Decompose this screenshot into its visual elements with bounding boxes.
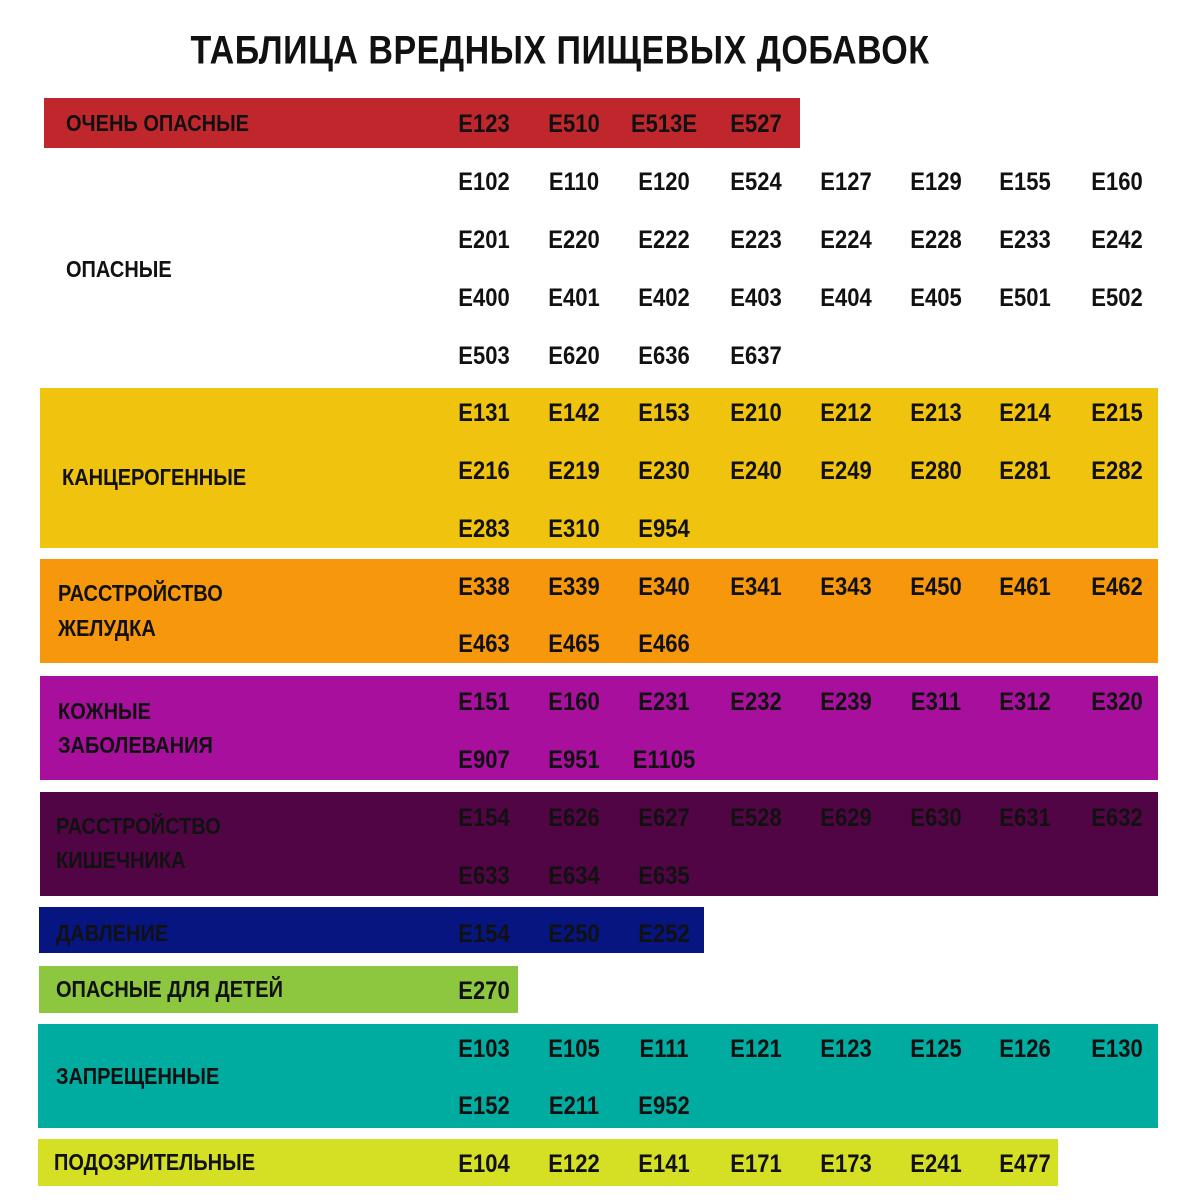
additive-code: E465 — [548, 629, 600, 658]
additive-code: E636 — [638, 341, 690, 370]
additive-code: E282 — [1091, 456, 1143, 485]
additive-code: E131 — [458, 398, 510, 427]
additive-code: E635 — [638, 861, 690, 890]
additive-code: E228 — [910, 225, 962, 254]
category-label: ДАВЛЕНИЕ — [56, 921, 169, 947]
additive-code: E339 — [548, 572, 600, 601]
additive-code: E111 — [639, 1034, 689, 1063]
additive-code: E213 — [910, 398, 962, 427]
additive-code: E477 — [999, 1149, 1051, 1178]
category-label: РАССТРОЙСТВО — [58, 581, 223, 607]
additive-code: E1105 — [632, 745, 696, 774]
additive-code: E153 — [638, 398, 690, 427]
additive-code: E222 — [638, 225, 690, 254]
additive-code: E127 — [820, 167, 872, 196]
additive-code: E250 — [548, 919, 600, 948]
additive-code: E231 — [638, 687, 690, 716]
additive-code: E510 — [548, 109, 600, 138]
additive-code: E129 — [910, 167, 962, 196]
additive-code: E952 — [638, 1091, 690, 1120]
additive-code: E466 — [638, 629, 690, 658]
additive-code: E215 — [1091, 398, 1143, 427]
additive-code: E402 — [638, 283, 690, 312]
additive-code: E343 — [820, 572, 872, 601]
additive-code: E104 — [458, 1149, 510, 1178]
additive-code: E637 — [730, 341, 782, 370]
additive-code: E524 — [730, 167, 782, 196]
additive-code: E171 — [730, 1149, 782, 1178]
additive-code: E249 — [820, 456, 872, 485]
additive-code: E210 — [730, 398, 782, 427]
additive-code: E201 — [458, 225, 510, 254]
additive-code: E126 — [999, 1034, 1051, 1063]
additive-code: E160 — [548, 687, 600, 716]
additive-code: E216 — [458, 456, 510, 485]
additive-code: E212 — [820, 398, 872, 427]
additive-code: E141 — [638, 1149, 690, 1178]
additive-code: E173 — [820, 1149, 872, 1178]
additive-code: E123 — [820, 1034, 872, 1063]
additive-code: E233 — [999, 225, 1051, 254]
additive-code: E220 — [548, 225, 600, 254]
additive-code: E527 — [730, 109, 782, 138]
additive-code: E463 — [458, 629, 510, 658]
additive-code: E450 — [910, 572, 962, 601]
additive-code: E633 — [458, 861, 510, 890]
additive-code: E630 — [910, 803, 962, 832]
additive-code: E110 — [548, 167, 600, 196]
additive-code: E223 — [730, 225, 782, 254]
additive-code: E632 — [1091, 803, 1143, 832]
additive-code: E631 — [999, 803, 1051, 832]
additive-code: E503 — [458, 341, 510, 370]
additive-code: E528 — [730, 803, 782, 832]
additive-code: E239 — [820, 687, 872, 716]
additive-code: E340 — [638, 572, 690, 601]
additive-code: E103 — [458, 1034, 510, 1063]
additive-code: E404 — [820, 283, 872, 312]
additive-code: E142 — [548, 398, 600, 427]
additive-code: E270 — [458, 976, 510, 1005]
additive-code: E400 — [458, 283, 510, 312]
additive-code: E280 — [910, 456, 962, 485]
category-label: ЖЕЛУДКА — [58, 616, 156, 642]
category-label: РАССТРОЙСТВО — [56, 814, 221, 840]
additive-code: E338 — [458, 572, 510, 601]
additive-code: E627 — [638, 803, 690, 832]
additive-code: E629 — [820, 803, 872, 832]
category-label: ОЧЕНЬ ОПАСНЫЕ — [66, 111, 250, 137]
additive-code: E283 — [458, 514, 510, 543]
category-label: ЗАБОЛЕВАНИЯ — [58, 733, 213, 759]
additive-code: E405 — [910, 283, 962, 312]
additive-code: E281 — [999, 456, 1051, 485]
additive-code: E907 — [458, 745, 510, 774]
additive-code: E230 — [638, 456, 690, 485]
additive-code: E232 — [730, 687, 782, 716]
additive-code: E242 — [1091, 225, 1143, 254]
additive-code: E620 — [548, 341, 600, 370]
category-label: ПОДОЗРИТЕЛЬНЫЕ — [54, 1150, 256, 1176]
additive-code: E310 — [548, 514, 600, 543]
additive-code: E403 — [730, 283, 782, 312]
additive-code: E160 — [1091, 167, 1143, 196]
additive-code: E102 — [458, 167, 510, 196]
additive-code: E462 — [1091, 572, 1143, 601]
additive-code: E501 — [999, 283, 1051, 312]
additive-code: E120 — [638, 167, 690, 196]
additive-code: E121 — [730, 1034, 782, 1063]
additive-code: E311 — [910, 687, 962, 716]
additive-code: E123 — [458, 109, 510, 138]
additive-code: E214 — [999, 398, 1051, 427]
additive-code: E224 — [820, 225, 872, 254]
additive-code: E219 — [548, 456, 600, 485]
additive-code: E152 — [458, 1091, 510, 1120]
additive-code: E122 — [548, 1149, 600, 1178]
category-label: ОПАСНЫЕ ДЛЯ ДЕТЕЙ — [56, 977, 283, 1003]
additive-code: E155 — [999, 167, 1051, 196]
additive-code: E461 — [999, 572, 1051, 601]
category-label: ЗАПРЕЩЕННЫЕ — [56, 1064, 220, 1090]
additive-code: E241 — [910, 1149, 962, 1178]
additive-code: E252 — [638, 919, 690, 948]
additive-code: E341 — [730, 572, 782, 601]
additive-code: E240 — [730, 456, 782, 485]
additive-code: E105 — [548, 1034, 600, 1063]
additive-code: E951 — [548, 745, 600, 774]
additive-code: E634 — [548, 861, 600, 890]
category-label: КАНЦЕРОГЕННЫЕ — [62, 465, 247, 491]
additive-code: E626 — [548, 803, 600, 832]
additive-code: E312 — [999, 687, 1051, 716]
page-title: ТАБЛИЦА ВРЕДНЫХ ПИЩЕВЫХ ДОБАВОК — [190, 28, 930, 73]
additive-code: E125 — [910, 1034, 962, 1063]
additive-code: E151 — [458, 687, 510, 716]
additive-code: E320 — [1091, 687, 1143, 716]
category-label: КОЖНЫЕ — [58, 699, 151, 725]
category-label: ОПАСНЫЕ — [66, 257, 172, 283]
category-label: КИШЕЧНИКА — [56, 848, 186, 874]
additive-code: E211 — [548, 1091, 600, 1120]
additive-code: E401 — [548, 283, 600, 312]
additive-code: E130 — [1091, 1034, 1143, 1063]
additive-code: E154 — [458, 919, 510, 948]
additive-code: E502 — [1091, 283, 1143, 312]
additive-code: E513E — [630, 109, 698, 138]
additive-code: E154 — [458, 803, 510, 832]
additive-code: E954 — [638, 514, 690, 543]
